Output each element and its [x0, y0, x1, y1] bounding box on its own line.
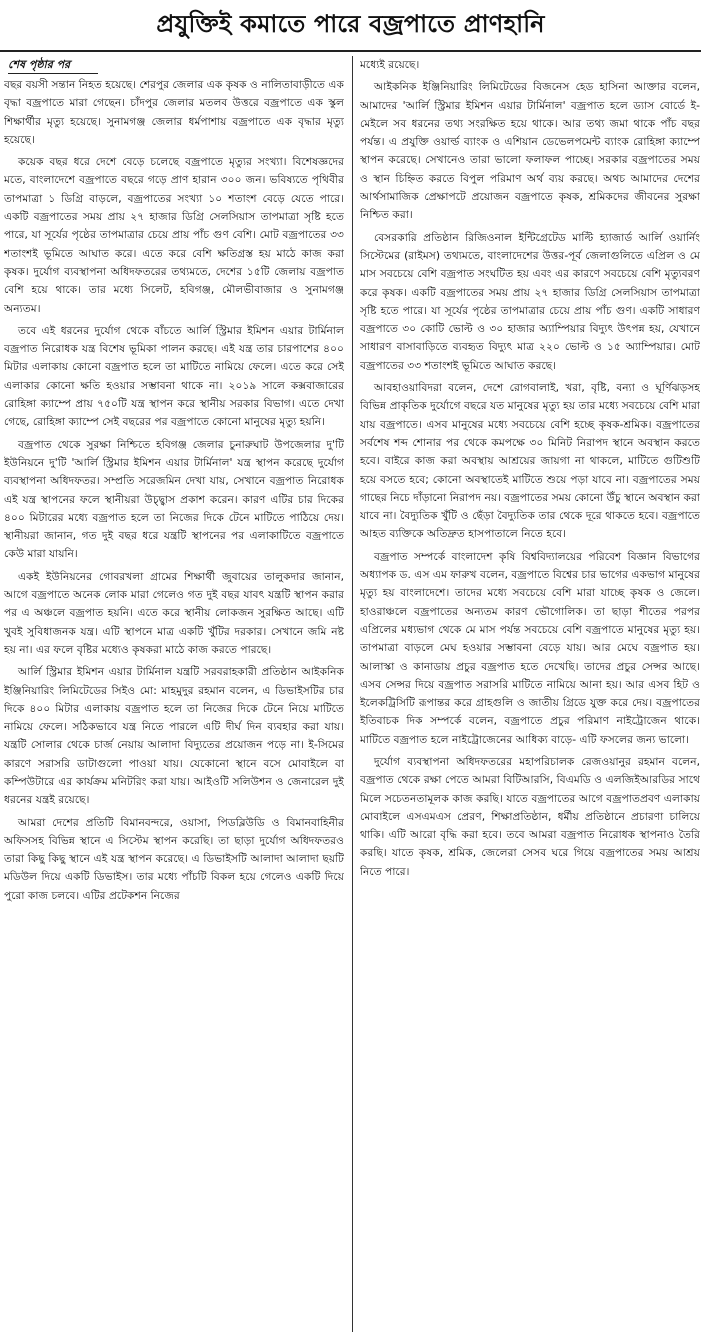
- paragraph: বজ্রপাত সম্পর্কে বাংলাদেশ কৃষি বিশ্ববিদ্যালয়ের পরিবেশ বিজ্ঞান বিভাগের অধ্যাপক ড. এস এম ফারুখ বলেন, বজ্রপাতে বিশ্বের চার ভাগের একভাগ মানুষের মৃত্যু হয় বাংলাদেশে। তাদের মধ্যে সবচেয়ে বেশি মারা যাচ্ছে কৃষক ও জেলে। হাওরাঞ্চলে বজ্রপাতের অন্যতম কারণ ভৌগোলিক। তা ছাড়া শীতের পরপর এপ্রিলের মধ্যভাগ থেকে মে মাস পর্যন্ত সবচেয়ে বেশি বজ্রপাতে মানুষের মৃত্যু হয়। তাপমাত্রা বাড়লে মেঘ হওয়ার সম্ভাবনা বেড়ে যায়। আর মেঘে বজ্রপাত হয়। আলাস্কা ও কানাডায় প্রচুর বজ্রপাত হতে দেখেছি। তাদের প্রচুর সেন্সর আছে। এসব সেন্সর দিয়ে বজ্রপাত সরাসরি মাটিতে নামিয়ে আনা হয়। আর এসব হিট ও ইলেকট্রিসিটি রূপান্তর করে গ্রাহগুলি ও জাতীয় গ্রিডে যুক্ত করে দেয়। বজ্রপাতের ইতিবাচক দিক সম্পর্কে বলেন, বজ্রপাতে প্রচুর পরিমাণ নাইট্রোজেন থাকে। মাটিতে বজ্রপাত হলে নাইট্রোজেনের আধিক্য বাড়ে- এটি ফসলের জন্য ভালো।: [360, 549, 700, 746]
- paragraph: কয়েক বছর ধরে দেশে বেড়ে চলেছে বজ্রপাতে মৃত্যুর সংখ্যা। বিশেষজ্ঞদের মতে, বাংলাদেশে বজ্রপাতে বছরে গড়ে প্রাণ হারান ৩০০ জন। ভবিষ্যতে পৃথিবীর তাপমাত্রা ১ ডিগ্রি বাড়লে, বজ্রপাতের সংখ্যা ১০ শতাংশ বেড়ে যেতে পারে। একটি বজ্রপাতের সময় প্রায় ২৭ হাজার ডিগ্রি সেলসিয়াস তাপমাত্রা সৃষ্টি হতে পারে, যা সূর্যের পৃষ্ঠের তাপমাত্রার চেয়ে প্রায় পাঁচ গুণ বেশি। মোট বজ্রপাতের ৩৩ শতাংশই ভূমিতে আঘাত করে। এতে করে বেশি ক্ষতিগ্রস্ত হয় মাঠে কাজ করা কৃষক। দুর্যোগ ব্যবস্থাপনা অধিদফতরের তথ্যমতে, দেশের ১৫টি জেলায় বজ্রপাত বেশি হয়ে থাকে। তার মধ্যে সিলেট, হবিগঞ্জ, মৌলভীবাজার ও সুনামগঞ্জ অন্যতম।: [4, 155, 344, 315]
- paragraph: দুর্যোগ ব্যবস্থাপনা অধিদফতরের মহাপরিচালক রেজওয়ানুর রহমান বলেন, বজ্রপাত থেকে রক্ষা পেতে আমরা বিটিআরসি, বিএমডি ও এলজিইআরডির সাথে মিলে সচেতনতামূলক কাজ করছি। যাতে বজ্রপাতের আগে বজ্রপাতপ্রবণ এলাকায় মোবাইলে এসএমএস প্রেরণ, শিক্ষাপ্রতিষ্ঠান, ধর্মীয় প্রতিষ্ঠানে প্রচারণা চালিয়ে থাকি। এটি আরো বৃদ্ধি করা হবে। তবে আমরা বজ্রপাত নিরোধক স্থাপনাও তৈরি করছি। যাতে কৃষক, শ্রমিক, জেলেরা সেসব ঘরে গিয়ে বজ্রপাতের সময় আশ্রয় নিতে পারে।: [360, 754, 700, 878]
- paragraph: বজ্রপাত থেকে সুরক্ষা নিশ্চিতে হবিগঞ্জ জেলার চুনারুঘাট উপজেলার দু'টি ইউনিয়নে দু'টি 'আর্লি স্ট্রিমার ইমিশন এয়ার টার্মিনাল' যন্ত্র স্থাপন করেছে দুর্যোগ ব্যবস্থাপনা অধিদফতর। সম্প্রতি সরেজমিন দেখা যায়, সেখানে বজ্রপাত নিরোধক এই যন্ত্র স্থাপনের ফলে স্থানীয়রা উচ্ছ্বাস প্রকাশ করেন। কারণ এটির চার দিকের ৪০০ মিটারের মধ্যে বজ্রপাত হলে তা নিজের দিকে টেনে মাটিতে পাঠিয়ে দেয়। স্থানীয়রা জানান, গত দুই বছর ধরে যন্ত্রটি স্থাপনের পর এলাকাটিতে বজ্রপাতে কেউ মারা যায়নি।: [4, 437, 344, 561]
- article-headline: প্রযুক্তিই কমাতে পারে বজ্রপাতে প্রাণহানি: [156, 10, 545, 38]
- paragraph: আবহাওয়াবিদরা বলেন, দেশে রোগবালাই, খরা, বৃষ্টি, বন্যা ও ঘূর্ণিঝড়সহ বিভিন্ন প্রাকৃতিক দুর্যোগে বছরে যত মানুষের মৃত্যু হয় তার মধ্যে সবচেয়ে বেশি মারা যায় বজ্রপাতে। এসব মানুষের মধ্যে সবচেয়ে বেশি হচ্ছে কৃষক-শ্রমিক। বজ্রপাতের সর্বশেষ শব্দ শোনার পর থেকে কমপক্ষে ৩০ মিনিট নিরাপদ স্থানে অবস্থান করতে হবে। বাইরে কাজ করা অবস্থায় আশ্রয়ের জায়গা না থাকলে, মাটিতে গুটিশুটি হয়ে বসতে হবে; কোনো অবস্থাতেই মাটিতে শুয়ে পড়া যাবে না। বজ্রপাতের সময় গাছের নিচে দাঁড়ানো নিরাপদ নয়। বজ্রপাতের সময় কোনো উঁচু স্থানে অবস্থান করা যাবে না। বৈদ্যুতিক খুঁটি ও ছেঁড়া বৈদ্যুতিক তার থেকে দূরে থাকতে হবে। বজ্রপাতে আহত ব্যক্তিকে অতিদ্রুত হাসপাতালে নিতে হবে।: [360, 381, 700, 541]
- paragraph: আর্লি স্ট্রিমার ইমিশন এয়ার টার্মিনাল যন্ত্রটি সরবরাহকারী প্রতিষ্ঠান আইকনিক ইঞ্জিনিয়ারিং লিমিটেডের সিইও মো: মাহমুদুর রহমান বলেন, এ ডিভাইসটির চার দিকে ৪০০ মিটার এলাকায় বজ্রপাত হলে তা নিজের দিকে টেনে নিয়ে মাটিতে নামিয়ে ফেলে। সঠিকভাবে যন্ত্র নিতে পারলে এটি দীর্ঘ দিন ব্যবহার করা যায়। যন্ত্রটি সোলার থেকে চার্জ নেয়ায় আলাদা বিদ্যুতের প্রয়োজন পড়ে না। ই-সিমের কারণে সরাসরি ডাটাগুলো পাওয়া যায়। যেকোনো স্থানে বসে মোবাইলে বা কম্পিউটারে এর কার্যক্রম মনিটরিং করা যায়। আইওটি সলিউশন ও জেনারেল দুই ধরনের যন্ত্রই রয়েছে।: [4, 665, 344, 807]
- paragraph: আইকনিক ইঞ্জিনিয়ারিং লিমিটেডের বিজনেস হেড হাসিনা আক্তার বলেন, আমাদের 'আর্লি স্ট্রিমার ইমিশন এয়ার টার্মিনাল' বজ্রপাত হলে ড্যাস বোর্ডে ই-মেইলে সব ধরনের তথ্য সংরক্ষিত হয়ে থাকে। আর তথ্য জমা থাকে পাঁচ বছর পর্যন্ত। এ প্রযুক্তি ওয়ার্ল্ড ব্যাংক ও এশিয়ান ডেভেলপমেন্ট ব্যাংক রোহিঙ্গা ক্যাম্পে স্থাপন করেছে। সেখানেও তারা ভালো ফলাফল পাচ্ছে। সরকার বজ্রপাতের সময় ও স্থান চিহ্নিত করতে বিপুল পরিমাণ অর্থ ব্যয় করছে। অথচ আমাদের দেশের আর্থসামাজিক প্রেক্ষাপটে প্রয়োজন বজ্রপাতে কৃষক, শ্রমিকদের জীবনের সুরক্ষা নিশ্চিত করা।: [360, 80, 700, 222]
- paragraph: বছর বয়সী সন্তান নিহত হয়েছে। শেরপুর জেলার এক কৃষক ও নালিতাবাড়ীতে এক বৃদ্ধা বজ্রপাতে মারা গেছেন। চাঁদপুর জেলার মতলব উত্তরে বজ্রপাতে এক স্কুল শিক্ষার্থীর মৃত্যু হয়েছে। সুনামগঞ্জ জেলার ধর্মপাশায় বজ্রপাতে এক বৃদ্ধার মৃত্যু হয়েছে।: [4, 78, 344, 146]
- left-column: [4, 56, 344, 1334]
- paragraph: তবে এই ধরনের দুর্যোগ থেকে বাঁচতে আর্লি স্ট্রিমার ইমিশন এয়ার টার্মিনাল বজ্রপাত নিরোধক যন্ত্র বিশেষ ভূমিকা পালন করছে। এই যন্ত্র তার চারপাশের ৪০০ মিটার এলাকায় কোনো বজ্রপাত হলে তা মাটিতে নামিয়ে ফেলে। এতে করে সেই এলাকার কোনো ক্ষতি হওয়ার সম্ভাবনা থাকে না। ২০১৯ সালে কক্সবাজারের রোহিঙ্গা ক্যাম্পে প্রায় ৭৫০টি যন্ত্র স্থাপন করে স্থানীয় সরকার বিভাগ। এতে দেখা গেছে, রোহিঙ্গা ক্যাম্পে সেই বছরের পর বজ্রপাতে কোনো মানুষের মৃত্যু হয়নি।: [4, 323, 344, 429]
- paragraph: আমরা দেশের প্রতিটি বিমানবন্দরে, ওয়াসা, পিডব্লিউডি ও বিমানবাহিনীর অফিসসহ বিভিন্ন স্থানে এ সিস্টেম স্থাপন করেছি। তা ছাড়া দুর্যোগ অধিদফতরও তারা কিছু কিছু স্থানে এই যন্ত্র স্থাপন করেছে। এ ডিভাইসটি আলাদা আলাদা ছয়টি মডিউল দিয়ে একটি ডিভাইস। তার মধ্যে পাঁচটি বিকল হয়ে গেলেও একটি দিয়ে পুরো কাজ চলবে। এটির প্রটেকশন নিজের: [4, 815, 344, 902]
- paragraph: একই ইউনিয়নের গোবরখলা গ্রামের শিক্ষার্থী জুবায়ের তালুকদার জানান, আগে বজ্রপাতে অনেক লোক মারা গেলেও গত দুই বছর যাবৎ যন্ত্রটি স্থাপন করার পর এ অঞ্চলে বজ্রপাত হয়নি। এতে করে স্থানীয় লোকজন সুরক্ষিত আছে। এটি খুবই সুবিধাজনক যন্ত্র। এটি স্থাপনে মাত্র একটি খুঁটির দরকার। সেখানে জমি নষ্ট হয় না। এর ফলে বৃষ্টির মধ্যেও কৃষকরা মাঠে কাজ করতে পারছে।: [4, 569, 344, 656]
- continuation-kicker: শেষ পৃষ্ঠার পর: [8, 58, 71, 71]
- right-column: [360, 56, 700, 1334]
- paragraph: বেসরকারি প্রতিষ্ঠান রিজিওনাল ইন্টিগ্রেটেড মাল্টি হ্যাজার্ড আর্লি ওয়ার্নিং সিস্টেমের (রাইমস) তথ্যমতে, বাংলাদেশের উত্তর-পূর্ব জেলাগুলিতে এপ্রিল ও মে মাস সবচেয়ে বেশি বজ্রপাত সংঘটিত হয় এবং এর কারণে সবচেয়ে বেশি মৃত্যুবরণ করে কৃষক। একটি বজ্রপাতের সময় প্রায় ২৭ হাজার ডিগ্রি সেলসিয়াস তাপমাত্রা সৃষ্টি হতে পারে। যা সূর্যের পৃষ্ঠের তাপমাত্রার চেয়ে প্রায় পাঁচ গুণ। একটি সাধারণ বজ্রপাতে ৩০ কোটি ভোল্ট ও ৩০ হাজার অ্যাম্পিয়ার বিদ্যুৎ উৎপন্ন হয়, যেখানে সাধারণ বাসাবাড়িতে ব্যবহৃত বিদ্যুৎ মাত্র ২২০ ভোল্ট ও ১৫ অ্যাম্পিয়ার। মোট বজ্রপাতের ৩৩ শতাংশই ভূমিতে আঘাত করছে।: [360, 230, 700, 372]
- headline-rule: [0, 50, 701, 52]
- paragraph: মধ্যেই রয়েছে।: [360, 58, 420, 71]
- column-divider: [352, 56, 353, 1332]
